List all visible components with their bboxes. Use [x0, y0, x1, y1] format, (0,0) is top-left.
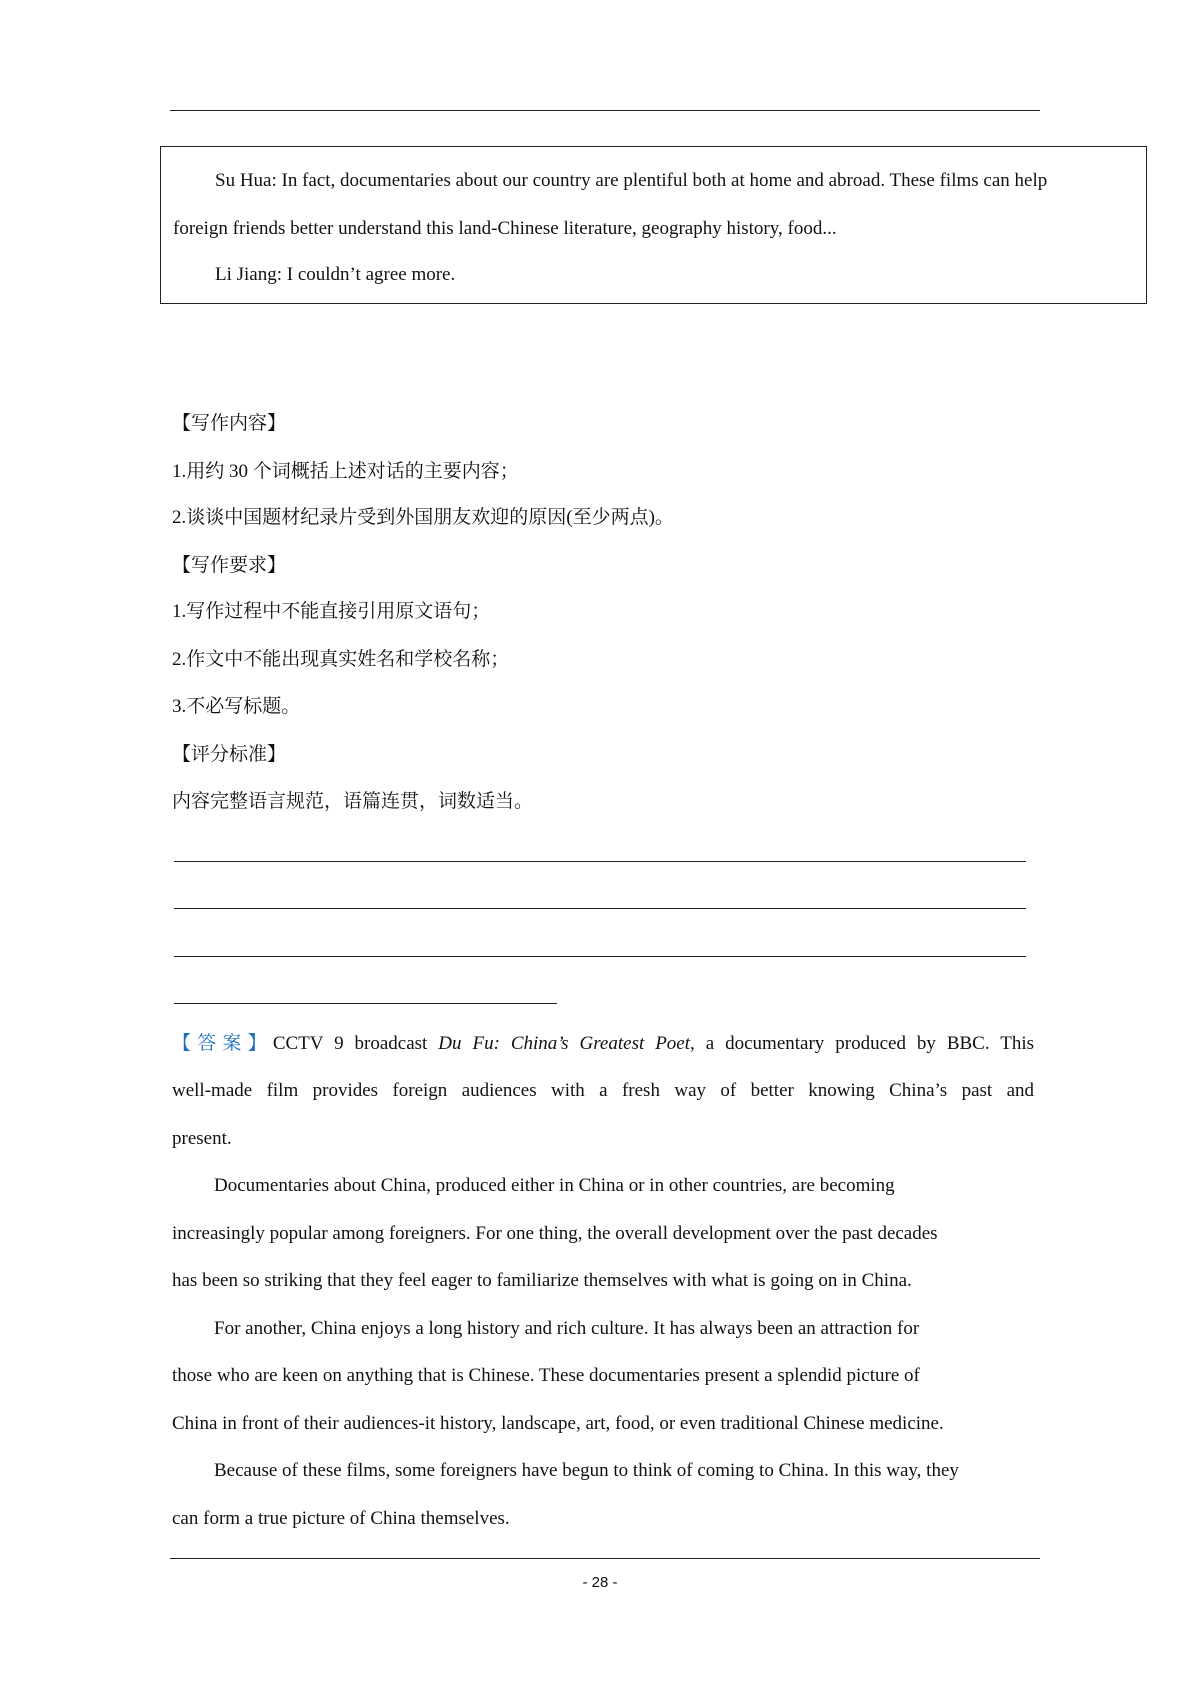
- answer-intro-before: CCTV 9 broadcast: [272, 1033, 439, 1054]
- dialog-box: [160, 146, 1147, 304]
- answer-line: has been so striking that they feel eager to familiarize themselves with what is going on in China.: [172, 1270, 912, 1291]
- answer-intro-after: , a documentary produced by BBC. This: [690, 1033, 1034, 1054]
- answer-blank-line[interactable]: [174, 1003, 557, 1004]
- dialog-line: Su Hua: In fact, documentaries about our country are plentiful both at home and abroad. These films can help: [215, 170, 1048, 191]
- answer-blank-line[interactable]: [174, 956, 1026, 957]
- answer-blank-line[interactable]: [174, 861, 1026, 862]
- header-rule: [170, 110, 1040, 111]
- requirement-item: 1.写作过程中不能直接引用原文语句；: [172, 601, 491, 622]
- answer-line: For another, China enjoys a long history and rich culture. It has always been an attraction for: [214, 1318, 920, 1339]
- answer-blank-line[interactable]: [174, 908, 1026, 909]
- answer-line: well-made film provides foreign audiences with a fresh way of better knowing China’s past and: [172, 1080, 1034, 1101]
- film-title: Du Fu: China’s Greatest Poet: [438, 1033, 691, 1054]
- content-item: 2.谈谈中国题材纪录片受到外国朋友欢迎的原因(至少两点)。: [172, 507, 674, 528]
- answer-line: China in front of their audiences-it history, landscape, art, food, or even traditional Chinese medicine.: [172, 1413, 944, 1434]
- requirement-item: 3.不必写标题。: [172, 696, 301, 717]
- answer-line: increasingly popular among foreigners. For one thing, the overall development over the past decades: [172, 1223, 938, 1244]
- content-heading: 【写作内容】: [172, 413, 287, 434]
- scoring-heading: 【评分标准】: [172, 744, 287, 765]
- answer-tag: 【答案】: [172, 1033, 273, 1054]
- answer-line: Documentaries about China, produced either in China or in other countries, are becoming: [214, 1175, 895, 1196]
- content-item: 1.用约 30 个词概括上述对话的主要内容；: [172, 461, 519, 482]
- answer-line: those who are keen on anything that is Chinese. These documentaries present a splendid picture of: [172, 1365, 920, 1386]
- dialog-line: Li Jiang: I couldn’t agree more.: [215, 264, 456, 285]
- dialog-line: foreign friends better understand this land-Chinese literature, geography history, food...: [173, 218, 837, 239]
- requirements-heading: 【写作要求】: [172, 555, 287, 576]
- answer-line: present.: [172, 1128, 232, 1149]
- footer-rule: [170, 1558, 1040, 1559]
- page-number: - 28 -: [582, 1574, 618, 1591]
- scoring-text: 内容完整语言规范，语篇连贯，词数适当。: [172, 791, 534, 812]
- answer-line: can form a true picture of China themselves.: [172, 1508, 510, 1529]
- requirement-item: 2.作文中不能出现真实姓名和学校名称；: [172, 649, 510, 670]
- answer-intro-line: [172, 1034, 1034, 1053]
- answer-line: Because of these films, some foreigners have begun to think of coming to China. In this way, they: [214, 1460, 959, 1481]
